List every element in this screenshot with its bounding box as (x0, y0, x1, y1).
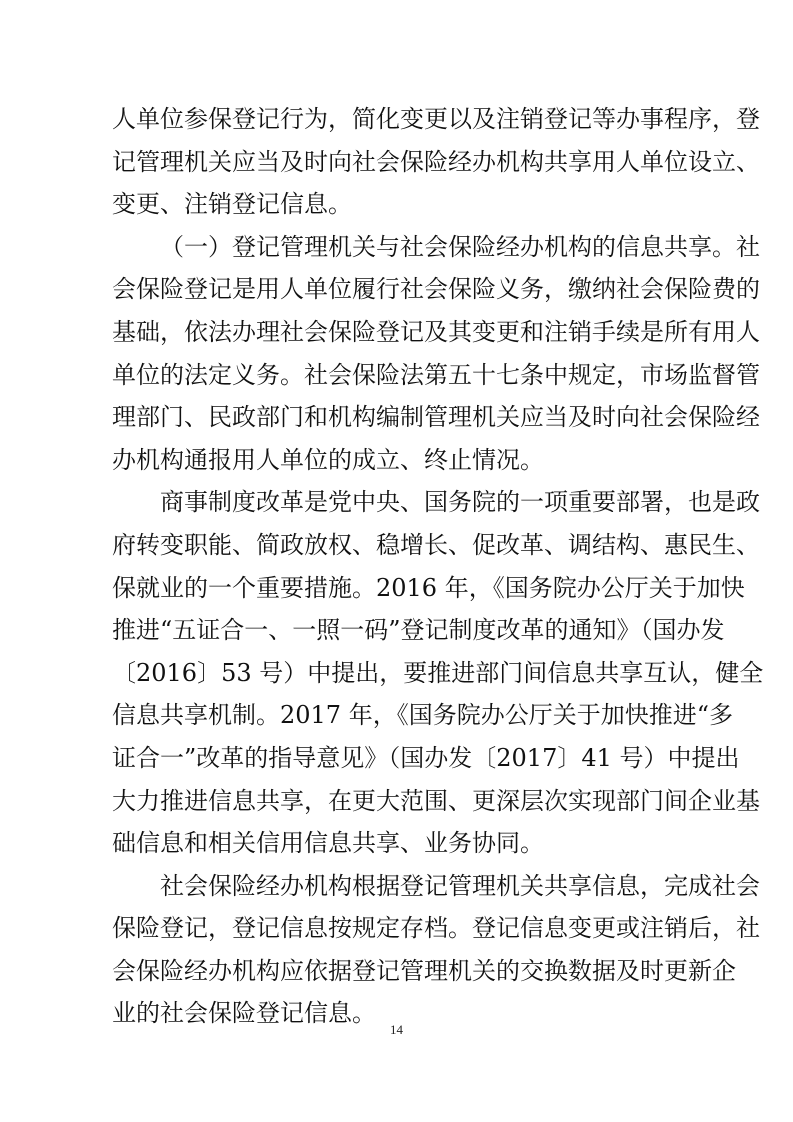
text-line: 保险登记，登记信息按规定存档。登记信息变更或注销后，社 (112, 914, 760, 943)
page-number: 14 (390, 1022, 403, 1037)
text-line: 础信息和相关信用信息共享、业务协同。 (112, 829, 544, 858)
text-line: 府转变职能、简政放权、稳增长、促改革、调结构、惠民生、 (112, 530, 760, 559)
paragraph-4 (112, 865, 760, 1035)
text-line: 会保险登记是用人单位履行社会保险义务，缴纳社会保险费的 (112, 275, 760, 304)
text-line: 理部门、民政部门和机构编制管理机关应当及时向社会保险经 (112, 403, 760, 432)
text-line: 社会保险经办机构根据登记管理机关共享信息，完成社会 (160, 871, 760, 900)
paragraph-1 (112, 98, 760, 226)
text-line: 会保险经办机构应依据登记管理机关的交换数据及时更新企 (112, 956, 736, 985)
text-line: 大力推进信息共享，在更大范围、更深层次实现部门间企业基 (112, 786, 760, 815)
text-line: 基础，依法办理社会保险登记及其变更和注销手续是所有用人 (112, 317, 760, 346)
text-line: 业的社会保险登记信息。 (112, 999, 376, 1028)
text-line: 商事制度改革是党中央、国务院的一项重要部署，也是政 (160, 488, 760, 517)
text-line: 保就业的一个重要措施。2016 年，《国务院办公厅关于加快 (112, 573, 745, 602)
section-heading-line: （一）登记管理机关与社会保险经办机构的信息共享。社 (160, 232, 760, 261)
text-line: 人单位参保登记行为，简化变更以及注销登记等办事程序，登 (112, 105, 760, 133)
body-text (112, 98, 764, 1035)
paragraph-2 (112, 226, 760, 482)
text-line: 单位的法定义务。社会保险法第五十七条中规定，市场监督管 (112, 360, 760, 389)
text-line: 推进“五证合一、一照一码”登记制度改革的通知》（国办发 (112, 616, 725, 645)
text-line: 办机构通报用人单位的成立、终止情况。 (112, 445, 544, 474)
text-line: 记管理机关应当及时向社会保险经办机构共享用人单位设立、 (112, 147, 760, 176)
text-line: 信息共享机制。2017 年，《国务院办公厅关于加快推进“多 (112, 701, 733, 730)
text-line: 〔2016〕53 号）中提出，要推进部门间信息共享互认，健全 (112, 658, 764, 687)
paragraph-3 (112, 481, 764, 864)
text-line: 变更、注销登记信息。 (112, 190, 352, 219)
text-line: 证合一”改革的指导意见》（国办发〔2017〕41 号）中提出 (112, 743, 740, 772)
